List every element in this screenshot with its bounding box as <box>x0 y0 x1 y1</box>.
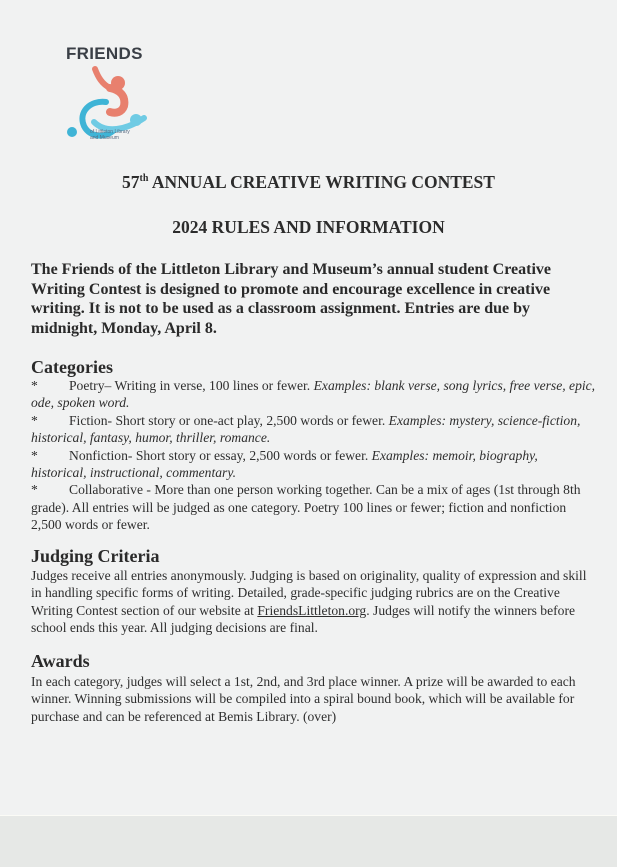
title-rest: ANNUAL CREATIVE WRITING CONTEST <box>148 172 495 192</box>
title-ordinal-number: 57 <box>122 172 140 192</box>
bullet-star-icon: * <box>31 378 38 393</box>
judging-heading: Judging Criteria <box>31 546 160 566</box>
intro-paragraph: The Friends of the Littleton Library and Museum’s annual student Creative Writing Contest is designed to promote and encourage excellence in creative writing. It is not to be used as a classroom assignment. Entries are due by midnight, Monday, April 8. <box>31 261 552 337</box>
bullet-star-icon: * <box>31 412 38 428</box>
categories-list <box>31 377 596 534</box>
category-item-collaborative <box>31 481 596 533</box>
category-examples: Examples: memoir, biography, historical, instructional, commentary. <box>31 447 538 481</box>
category-item-poetry <box>31 377 596 412</box>
awards-paragraph: In each category, judges will select a 1st, 2nd, and 3rd place winner. A prize will be awarded to each winner. Winning submissions will be compiled into a spiral bound book, which will be available for purchase and can be referenced at Bemis Library. (over) <box>31 674 576 724</box>
bullet-star-icon: * <box>31 447 38 463</box>
categories-heading: Categories <box>31 357 113 377</box>
title-ordinal-suffix: th <box>139 173 149 185</box>
category-text: Fiction- Short story or one-act play, 2,500 words or fewer. <box>69 412 389 428</box>
category-examples: Examples: blank verse, song lyrics, free verse, epic, ode, spoken word. <box>31 378 596 411</box>
contest-title <box>0 172 617 193</box>
logo-subtitle-line1: of Littleton Library <box>90 129 130 135</box>
scanner-background <box>0 816 617 867</box>
awards-heading: Awards <box>31 651 90 671</box>
category-text: Collaborative - More than one person working together. Can be a mix of ages (1st through 8th grade). All entries will be judged as one category. Poetry 100 lines or fewer; fiction and nonfiction 2,500 words or fewer. <box>31 482 581 533</box>
logo-subtitle-line2: and Museum <box>90 135 119 141</box>
judging-text-end: . Judges will notify the winners before school ends this year. All judging decisions are final. <box>31 602 576 636</box>
category-text: Poetry– Writing in verse, 100 lines or fewer. <box>69 378 314 393</box>
category-item-nonfiction <box>31 447 596 482</box>
bullet-star-icon: * <box>31 482 38 498</box>
rules-subtitle: 2024 RULES AND INFORMATION <box>172 217 445 237</box>
category-item-fiction <box>31 412 596 447</box>
judging-paragraph <box>31 567 596 637</box>
website-link[interactable]: FriendsLittleton.org <box>257 602 367 618</box>
logo-subtitle <box>90 129 150 141</box>
logo-wordmark: FRIENDS <box>66 44 143 63</box>
category-text: Nonfiction- Short story or essay, 2,500 words or fewer. <box>69 447 372 463</box>
friends-logo <box>62 44 152 154</box>
category-examples: Examples: mystery, science-fiction, historical, fantasy, humor, thriller, romance. <box>31 412 581 446</box>
judging-text: Judges receive all entries anonymously. Judging is based on originality, quality of expression and skill in handling specific forms of writing. Detailed, grade-specific judging rubrics are on the Creative Writing Contest section of our website at <box>31 568 587 618</box>
